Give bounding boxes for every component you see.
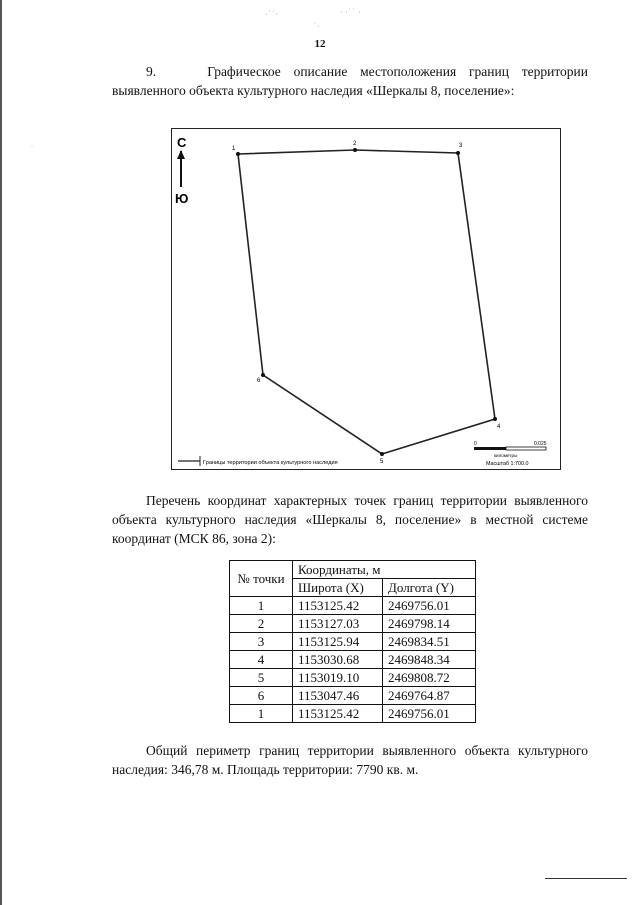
table-row [230,633,476,651]
scale-unit: километры [494,453,518,458]
south-label: Ю [175,191,189,206]
summary-paragraph [112,741,588,779]
boundary-map [171,128,561,470]
map-legend [178,456,338,466]
page-number: 12 [314,38,326,50]
north-arrow [175,135,188,206]
cell-latitude: 1153125.42 [293,597,383,615]
scale-end: 0.025 [534,441,547,447]
table-header-row [230,561,476,579]
cell-latitude: 1153127.03 [293,615,383,633]
cell-longitude: 2469798.14 [383,615,476,633]
summary-text: Общий периметр границ территории выявленного объекта культурного наследия: 346,78 м. Площадь территории: 7790 кв. м. [112,743,588,777]
boundary-polygon [238,150,495,454]
vertex-point [493,417,497,421]
vertex-point [380,452,384,456]
cell-longitude: 2469764.87 [383,687,476,705]
scale-zero: 0 [474,441,477,447]
vertex-label: 3 [459,143,463,149]
table-row [230,615,476,633]
cell-longitude: 2469848.34 [383,651,476,669]
scan-edge-line [0,0,2,905]
coords-intro [112,491,588,548]
map-drawing [172,129,560,469]
arrow-up-icon [177,150,185,159]
scale-bar [474,441,547,467]
cell-point: 1 [230,597,293,615]
scale-label: Масштаб 1:700.0 [486,461,529,467]
cell-point: 1 [230,705,293,723]
header-point-number: № точки [230,561,293,597]
scan-artifact: · ·˙˙ · [340,8,361,17]
cell-longitude: 2469808.72 [383,669,476,687]
cell-point: 2 [230,615,293,633]
scan-artifact: ·˙˙· [265,10,279,19]
header-latitude: Широта (X) [293,579,383,597]
vertex-label: 2 [353,141,357,147]
coords-intro-text: Перечень координат характерных точек границ территории выявленного объекта культурного наследия «Шеркалы 8, поселение» в местной системе координат (МСК 86, зона 2): [112,493,588,546]
table-row [230,597,476,615]
header-longitude: Долгота (Y) [383,579,476,597]
coordinates-table [229,560,476,723]
cell-longitude: 2469834.51 [383,633,476,651]
table-row [230,687,476,705]
cell-latitude: 1153030.68 [293,651,383,669]
cell-point: 3 [230,633,293,651]
section-number: 9. [146,64,157,79]
cell-longitude: 2469756.01 [383,705,476,723]
cell-point: 6 [230,687,293,705]
scan-artifact: ˙ [30,145,34,154]
boundary-vertices [236,148,497,456]
section-heading [112,62,588,100]
cell-latitude: 1153125.42 [293,705,383,723]
vertex-point [236,152,240,156]
vertex-label: 5 [380,459,384,465]
section-title: Графическое описание местоположения границ территории выявленного объекта культурного наследия «Шеркалы 8, поселение»: [112,64,589,98]
vertex-point [261,373,265,377]
cell-latitude: 1153125.94 [293,633,383,651]
footer-rule [545,878,627,879]
table-row [230,651,476,669]
vertex-label: 6 [257,378,261,384]
table-row [230,669,476,687]
north-label: С [177,135,187,150]
cell-point: 4 [230,651,293,669]
vertex-label: 4 [497,424,501,430]
cell-point: 5 [230,669,293,687]
cell-latitude: 1153047.46 [293,687,383,705]
legend-text: Границы территории объекта культурного наследия [203,460,338,466]
vertex-point [456,151,460,155]
vertex-point [353,148,357,152]
vertex-label: 1 [232,146,236,152]
cell-latitude: 1153019.10 [293,669,383,687]
header-coordinates: Координаты, м [293,561,476,579]
scan-artifact: ˙· [313,22,320,31]
cell-longitude: 2469756.01 [383,597,476,615]
table-row [230,705,476,723]
